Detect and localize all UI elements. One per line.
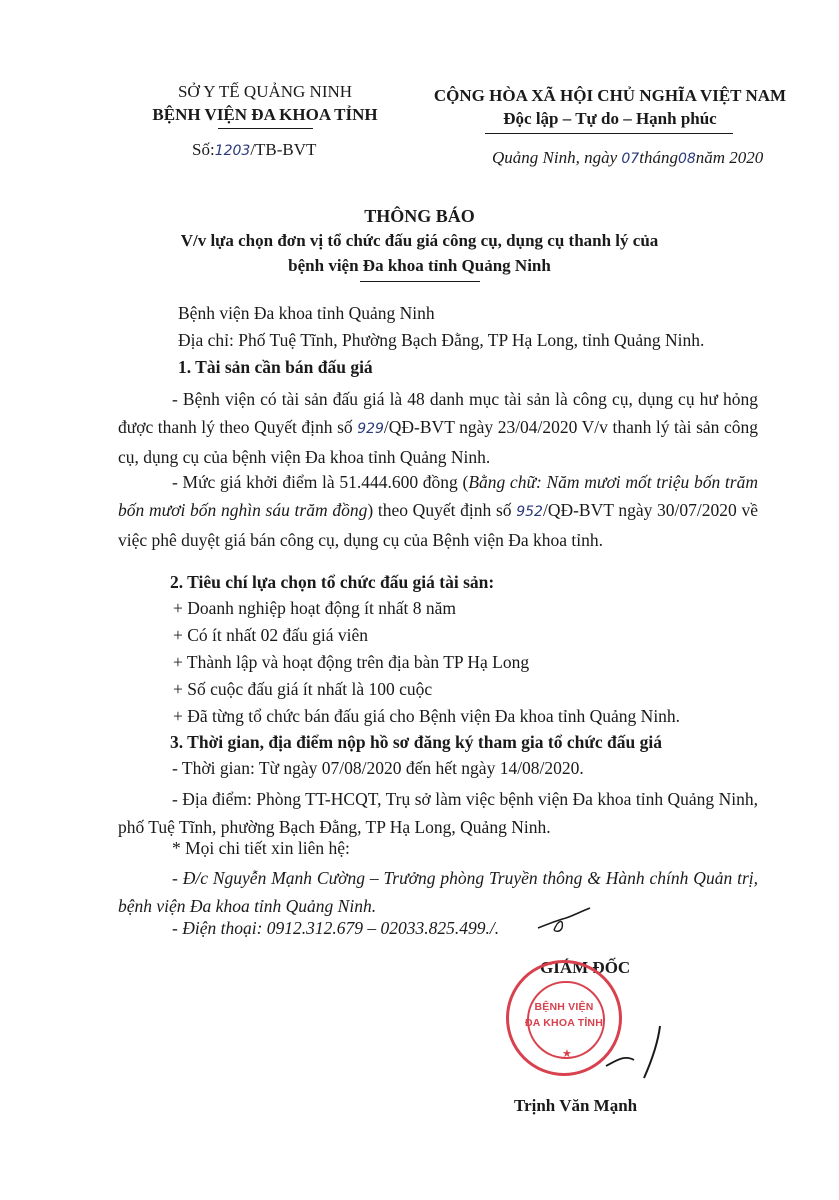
initial-mark-icon [536,906,592,936]
date-prefix: Quảng Ninh, ngày [492,148,622,167]
criteria-item: + Số cuộc đấu giá ít nhất là 100 cuộc [173,679,433,699]
section1-paragraph1 [118,385,758,471]
criteria-item: + Có ít nhất 02 đấu giá viên [173,625,369,645]
s1-p2-text-c: /QĐ-BVT ngày 30/07/2020 về việc phê duyệt giá bán công cụ, dụng cụ của Bệnh viện Đa khoa tỉnh. [118,500,758,550]
submission-place [118,785,758,841]
s1-p2-text-a: - Mức giá khởi điểm là 51.444.600 đồng ( [172,472,469,492]
subject-underline [360,281,480,282]
submission-place-text: - Địa điểm: Phòng TT-HCQT, Trụ sở làm việc bệnh viện Đa khoa tỉnh Quảng Ninh, phố Tuệ Tĩnh, phường Bạch Đằng, TP Hạ Long, Quảng Ninh. [118,789,758,837]
contact-phone: - Điện thoại: 0912.312.679 – 02033.825.499./. [172,918,500,938]
republic-heading: CỘNG HÒA XÃ HỘI CHỦ NGHĨA VIỆT NAM [433,86,787,105]
s1-p1-text-b: /QĐ-BVT ngày 23/04/2020 V/v thanh lý tài sản công cụ, dụng cụ của bệnh viện Đa khoa tỉnh Quảng Ninh. [118,417,758,467]
s1-p2-amount-in-words: Bằng chữ: Năm mươi mốt triệu bốn trăm bốn mươi bốn nghìn sáu trăm đồng [118,472,758,520]
stamp-star-icon: ★ [562,1048,572,1060]
intro-hospital: Bệnh viện Đa khoa tỉnh Quảng Ninh [178,303,435,323]
signature-icon [600,1022,680,1082]
motto-underline [485,133,733,134]
contact-heading: * Mọi chi tiết xin liên hệ: [172,838,350,858]
section2-heading: 2. Tiêu chí lựa chọn tổ chức đấu giá tài sản: [170,572,495,592]
section1-paragraph2 [118,468,758,554]
director-name: Trịnh Văn Mạnh [514,1096,638,1115]
s1-p1-decision-number: 929 [357,421,384,437]
national-motto: Độc lập – Tự do – Hạnh phúc [503,109,717,128]
section1-heading: 1. Tài sản cần bán đấu giá [178,357,373,377]
hospital-name: BỆNH VIỆN ĐA KHOA TỈNH [152,105,378,124]
director-title: GIÁM ĐỐC [540,958,631,977]
criteria-item: + Đã từng tổ chức bán đấu giá cho Bệnh viện Đa khoa tỉnh Quảng Ninh. [173,706,681,726]
intro-address: Địa chỉ: Phố Tuệ Tĩnh, Phường Bạch Đằng, TP Hạ Long, tỉnh Quảng Ninh. [178,330,705,350]
s1-p2-text-b: ) theo Quyết định số [367,500,517,520]
section3-heading: 3. Thời gian, địa điểm nộp hồ sơ đăng ký tham gia tổ chức đấu giá [170,732,662,752]
notice-title: THÔNG BÁO [364,206,475,226]
notice-subject-line1: V/v lựa chọn đơn vị tổ chức đấu giá công cụ, dụng cụ thanh lý của [180,231,659,250]
s1-p1-text-a: - Bệnh viện có tài sản đấu giá là 48 danh mục tài sản là công cụ, dụng cụ hư hỏng được thanh lý theo Quyết định số [118,389,758,437]
date-day: 07 [621,151,640,167]
number-handwritten: 1203 [214,143,251,159]
contact-person-text: - Đ/c Nguyễn Mạnh Cường – Trưởng phòng Truyền thông & Hành chính Quản trị, bệnh viện Đa khoa tỉnh Quảng Ninh. [118,868,758,916]
date-month: 08 [677,151,696,167]
stamp-text-line2: ĐA KHOA TỈNH [524,1017,604,1029]
number-suffix: /TB-BVT [250,140,317,159]
issue-date [492,148,763,168]
contact-person [118,864,758,920]
stamp-text-line1: BỆNH VIỆN [534,1001,594,1013]
notice-subject-line2: bệnh viện Đa khoa tỉnh Quảng Ninh [288,256,551,275]
s1-p2-decision-number: 952 [516,504,543,520]
submission-time: - Thời gian: Từ ngày 07/08/2020 đến hết ngày 14/08/2020. [172,758,584,778]
date-mid: tháng [639,148,678,167]
date-suffix: năm 2020 [695,148,764,167]
ministry-name: SỞ Y TẾ QUẢNG NINH [177,82,353,101]
criteria-item: + Doanh nghiệp hoạt động ít nhất 8 năm [173,598,457,618]
number-prefix: Số: [192,140,215,159]
document-number [192,140,316,160]
criteria-item: + Thành lập và hoạt động trên địa bàn TP Hạ Long [173,652,530,672]
header-left-underline [218,128,313,129]
